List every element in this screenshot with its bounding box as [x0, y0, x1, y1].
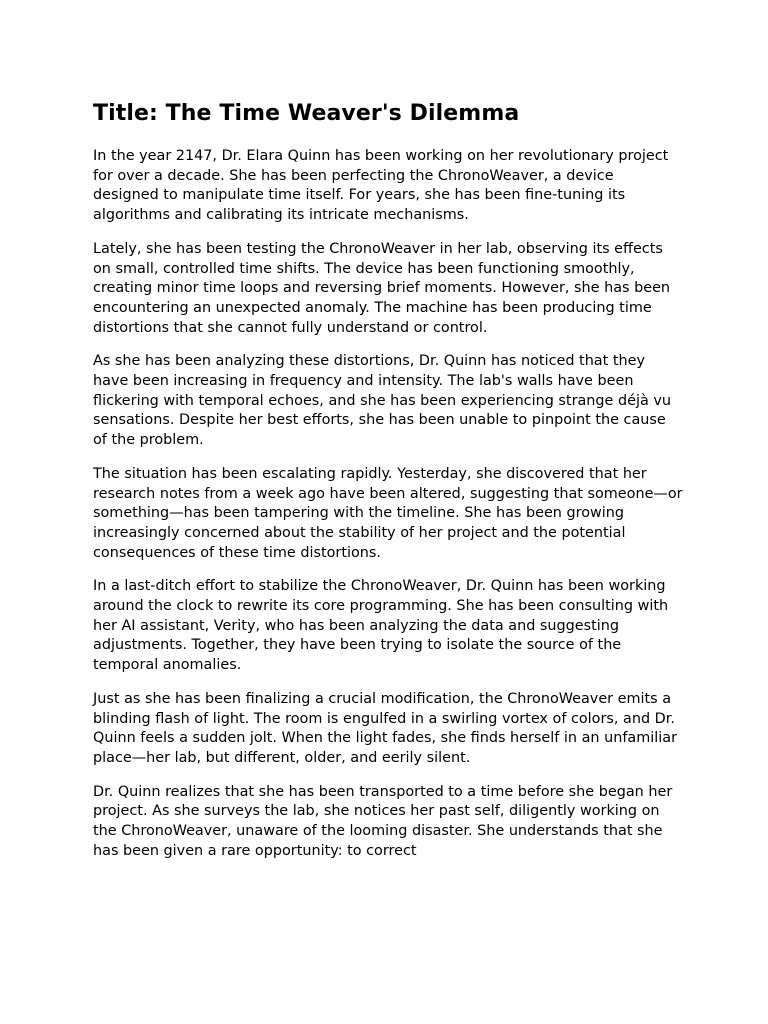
- document-page: [93, 99, 683, 876]
- paragraph-4: The situation has been escalating rapidly. Yesterday, she discovered that her research notes from a week ago have been altered, suggesting that someone—or something—has been tampering with the timeline. She has been growing increasingly concerned about the stability of her project and the potential consequences of these time distortions.: [93, 465, 683, 561]
- paragraph-5: In a last-ditch effort to stabilize the ChronoWeaver, Dr. Quinn has been working around the clock to rewrite its core programming. She has been consulting with her AI assistant, Verity, who has been analyzing the data and suggesting adjustments. Together, they have been trying to isolate the source of the temporal anomalies.: [93, 578, 669, 674]
- paragraph-6: Just as she has been finalizing a crucial modification, the ChronoWeaver emits a blinding flash of light. The room is engulfed in a swirling vortex of colors, and Dr. Quinn feels a sudden jolt. When the light fades, she finds herself in an unfamiliar place—her lab, but different, older, and eerily silent.: [93, 690, 678, 766]
- paragraph-7: Dr. Quinn realizes that she has been transported to a time before she began her project. As she surveys the lab, she notices her past self, diligently working on the ChronoWeaver, unaware of the looming disaster. She understands that she has been given a rare opportunity: to correct: [93, 783, 673, 859]
- paragraph-2: Lately, she has been testing the ChronoWeaver in her lab, observing its effects on small, controlled time shifts. The device has been functioning smoothly, creating minor time loops and reversing brief moments. However, she has been encountering an unexpected anomaly. The machine has been producing time distortions that she cannot fully understand or control.: [93, 240, 671, 336]
- document-title: Title: The Time Weaver's Dilemma: [93, 101, 520, 126]
- paragraph-3: As she has been analyzing these distortions, Dr. Quinn has noticed that they have been increasing in frequency and intensity. The lab's walls have been flickering with temporal echoes, and she has been experiencing strange déjà vu sensations. Despite her best efforts, she has been unable to pinpoint the cause of the problem.: [93, 353, 671, 449]
- paragraph-1: In the year 2147, Dr. Elara Quinn has been working on her revolutionary project for over a decade. She has been perfecting the ChronoWeaver, a device designed to manipulate time itself. For years, she has been fine-tuning its algorithms and calibrating its intricate mechanisms.: [93, 148, 669, 224]
